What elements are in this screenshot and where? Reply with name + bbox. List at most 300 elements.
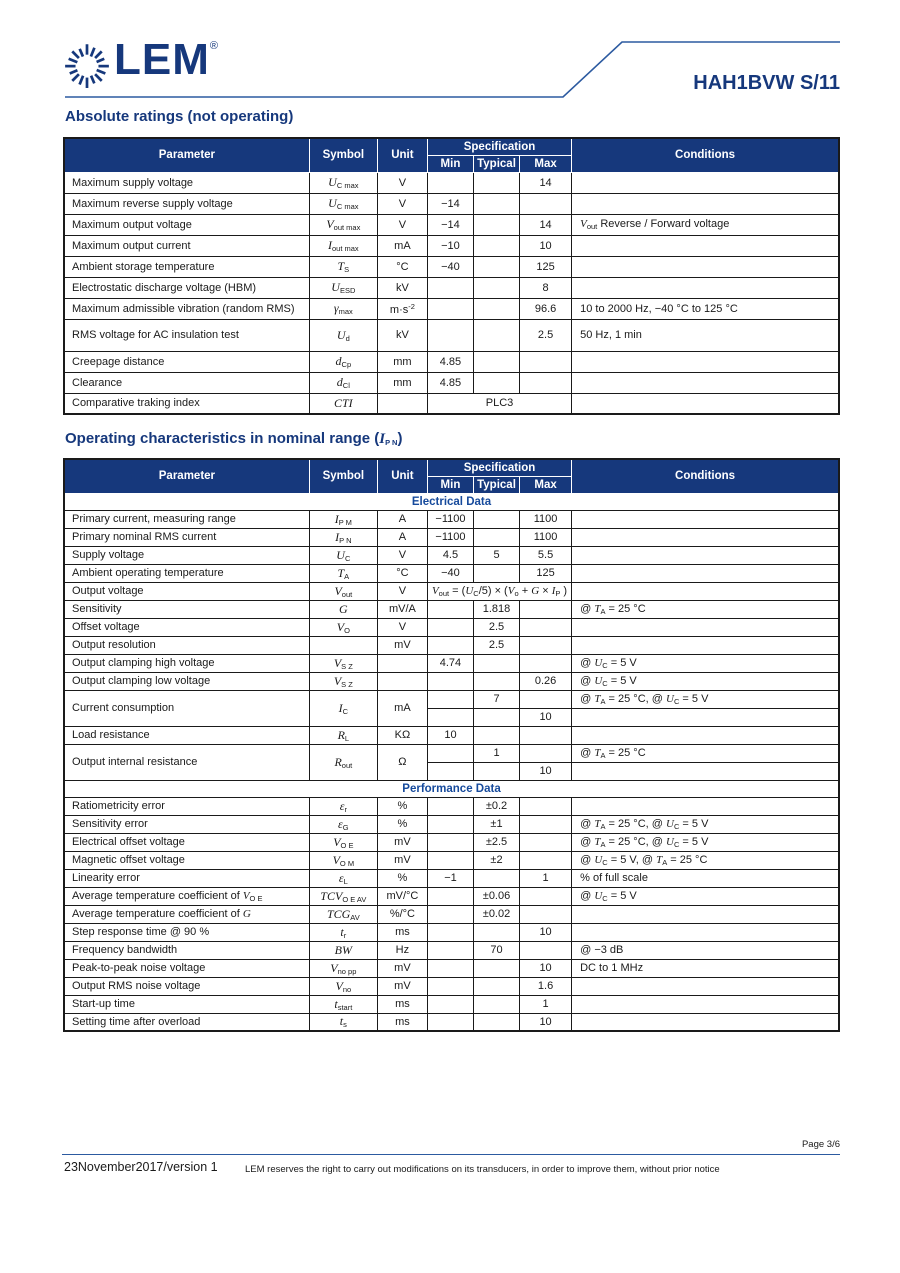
symbol-cell: $R_{out}$ (309, 744, 377, 780)
conditions-cell (572, 726, 839, 744)
unit-cell: ms (377, 1013, 427, 1031)
min-cell: −14 (427, 214, 473, 235)
table-row (64, 923, 839, 941)
parameter-cell: Linearity error (64, 869, 309, 887)
unit-cell: mA (377, 235, 427, 256)
min-cell (427, 797, 473, 815)
conditions-cell (572, 256, 839, 277)
min-cell (427, 172, 473, 193)
min-cell (427, 636, 473, 654)
conditions-cell: @ $U_C = 5$ V (572, 654, 839, 672)
conditions-cell (572, 193, 839, 214)
typical-cell (473, 256, 519, 277)
parameter-cell: Maximum output current (64, 235, 309, 256)
table-row (64, 172, 839, 193)
table-row (64, 214, 839, 235)
parameter-cell: Maximum output voltage (64, 214, 309, 235)
typical-cell (473, 923, 519, 941)
registered-mark: ® (209, 40, 218, 52)
symbol-cell: CTI (309, 393, 377, 414)
typical-cell (473, 762, 519, 780)
typical-cell (473, 372, 519, 393)
conditions-cell (572, 923, 839, 941)
max-cell: 8 (520, 277, 572, 298)
symbol-cell: $t_{start}$ (309, 995, 377, 1013)
unit-cell: °C (377, 256, 427, 277)
parameter-cell: Output resolution (64, 636, 309, 654)
symbol-cell: $I_C$ (309, 690, 377, 726)
symbol-cell: $TCV_{O E AV}$ (309, 887, 377, 905)
typical-cell (473, 869, 519, 887)
min-cell (427, 744, 473, 762)
unit-cell: mm (377, 372, 427, 393)
max-cell: 5.5 (520, 546, 572, 564)
symbol-cell: $I_{P N}$ (309, 528, 377, 546)
max-cell: 125 (520, 256, 572, 277)
max-cell: 125 (520, 564, 572, 582)
parameter-cell: Output voltage (64, 582, 309, 600)
conditions-cell (572, 708, 839, 726)
min-cell: −1 (427, 869, 473, 887)
unit-cell: V (377, 546, 427, 564)
col-conditions: Conditions (572, 138, 839, 172)
table-row (64, 977, 839, 995)
absolute-ratings-table (63, 137, 840, 415)
unit-cell: % (377, 797, 427, 815)
table-header (64, 459, 839, 493)
parameter-cell: Output clamping low voltage (64, 672, 309, 690)
min-cell: 4.5 (427, 546, 473, 564)
parameter-cell: Magnetic offset voltage (64, 851, 309, 869)
max-cell (520, 636, 572, 654)
typical-cell: ±1 (473, 815, 519, 833)
typical-cell: 7 (473, 690, 519, 708)
min-cell (427, 690, 473, 708)
typical-cell: 5 (473, 546, 519, 564)
table-row (64, 528, 839, 546)
conditions-cell: 10 to 2000 Hz, −40 °C to 125 °C (572, 298, 839, 319)
typical-cell: ±0.02 (473, 905, 519, 923)
parameter-cell: Average temperature coefficient of $V_{O E}$ (64, 887, 309, 905)
conditions-cell: @ $T_A = 25$ °C (572, 744, 839, 762)
symbol-cell: $\gamma_{max}$ (309, 298, 377, 319)
min-cell: −1100 (427, 528, 473, 546)
unit-cell: mV (377, 851, 427, 869)
parameter-cell: Peak-to-peak noise voltage (64, 959, 309, 977)
typical-cell: 1 (473, 744, 519, 762)
typical-cell (473, 959, 519, 977)
col-min: Min (427, 155, 473, 172)
conditions-cell (572, 351, 839, 372)
unit-cell: A (377, 528, 427, 546)
typical-cell (473, 351, 519, 372)
max-cell: 10 (520, 959, 572, 977)
conditions-cell: @ −3 dB (572, 941, 839, 959)
typical-cell (473, 995, 519, 1013)
section-row-label: Performance Data (64, 780, 839, 797)
conditions-cell (572, 995, 839, 1013)
typical-cell (473, 654, 519, 672)
max-cell (520, 600, 572, 618)
table-row (64, 959, 839, 977)
unit-cell: $m\cdot s^{-2}$ (377, 298, 427, 319)
symbol-cell: $U_C$ (309, 546, 377, 564)
max-cell (520, 744, 572, 762)
parameter-cell: Creepage distance (64, 351, 309, 372)
parameter-cell: Primary current, measuring range (64, 510, 309, 528)
symbol-cell: $V_O$ (309, 618, 377, 636)
unit-cell: V (377, 214, 427, 235)
spec-span-cell: PLC3 (427, 393, 571, 414)
conditions-cell (572, 905, 839, 923)
max-cell: 14 (520, 172, 572, 193)
operating-characteristics-table (63, 458, 840, 1032)
symbol-cell: $\varepsilon_r$ (309, 797, 377, 815)
min-cell: 10 (427, 726, 473, 744)
typical-cell (473, 977, 519, 995)
table-row (64, 510, 839, 528)
unit-cell: % (377, 815, 427, 833)
table-row (64, 600, 839, 618)
typical-cell (473, 193, 519, 214)
col-parameter: Parameter (64, 138, 309, 172)
parameter-cell: Sensitivity error (64, 815, 309, 833)
unit-cell: °C (377, 564, 427, 582)
unit-cell: mm (377, 351, 427, 372)
min-cell: −14 (427, 193, 473, 214)
symbol-cell: $d_{Cl}$ (309, 372, 377, 393)
symbol-cell: $V_{O M}$ (309, 851, 377, 869)
parameter-cell: Offset voltage (64, 618, 309, 636)
lem-logo-text: LEM (114, 35, 210, 84)
unit-cell: V (377, 193, 427, 214)
min-cell (427, 905, 473, 923)
parameter-cell: Ratiometricity error (64, 797, 309, 815)
min-cell: −40 (427, 256, 473, 277)
parameter-cell: Output clamping high voltage (64, 654, 309, 672)
unit-cell (377, 393, 427, 414)
parameter-cell: Maximum supply voltage (64, 172, 309, 193)
min-cell (427, 298, 473, 319)
unit-cell (377, 654, 427, 672)
conditions-cell: @ $U_C = 5$ V (572, 672, 839, 690)
conditions-cell: @ $U_C = 5$ V, @ $T_A = 25$ °C (572, 851, 839, 869)
table-row (64, 636, 839, 654)
table-row (64, 493, 839, 510)
footer-version: 23November2017/version 1 (64, 1160, 218, 1174)
typical-cell (473, 726, 519, 744)
conditions-cell (572, 510, 839, 528)
max-cell (520, 726, 572, 744)
conditions-cell: $V_{out}$ Reverse / Forward voltage (572, 214, 839, 235)
unit-cell: kV (377, 277, 427, 298)
unit-cell: mA (377, 690, 427, 726)
symbol-cell: $t_r$ (309, 923, 377, 941)
table-row (64, 372, 839, 393)
col-specification: Specification (427, 459, 571, 476)
conditions-cell: @ $T_A = 25$ °C, @ $U_C = 5$ V (572, 815, 839, 833)
col-typical: Typical (473, 476, 519, 493)
typical-cell (473, 564, 519, 582)
parameter-cell: Maximum reverse supply voltage (64, 193, 309, 214)
max-cell: 0.26 (520, 672, 572, 690)
unit-cell: ms (377, 995, 427, 1013)
conditions-cell (572, 528, 839, 546)
min-cell: 4.85 (427, 372, 473, 393)
table-row (64, 193, 839, 214)
max-cell (520, 815, 572, 833)
parameter-cell: Supply voltage (64, 546, 309, 564)
symbol-cell: $t_s$ (309, 1013, 377, 1031)
col-unit: Unit (377, 138, 427, 172)
table-row (64, 319, 839, 351)
min-cell: −40 (427, 564, 473, 582)
conditions-cell (572, 372, 839, 393)
symbol-cell: $T_A$ (309, 564, 377, 582)
symbol-cell: $I_{out max}$ (309, 235, 377, 256)
page-number: Page 3/6 (801, 1139, 840, 1150)
symbol-cell: $V_{no pp}$ (309, 959, 377, 977)
parameter-cell: Ambient operating temperature (64, 564, 309, 582)
max-cell (520, 887, 572, 905)
min-cell (427, 319, 473, 351)
symbol-cell: $V_{S Z}$ (309, 672, 377, 690)
col-max: Max (520, 476, 572, 493)
max-cell: 10 (520, 235, 572, 256)
typical-cell: ±0.2 (473, 797, 519, 815)
typical-cell (473, 235, 519, 256)
min-cell (427, 941, 473, 959)
col-specification: Specification (427, 138, 571, 155)
unit-cell: A (377, 510, 427, 528)
min-cell (427, 277, 473, 298)
unit-cell: %/°C (377, 905, 427, 923)
typical-cell: 70 (473, 941, 519, 959)
parameter-cell: Comparative traking index (64, 393, 309, 414)
table-row (64, 780, 839, 797)
conditions-cell: @ $U_C = 5$ V (572, 887, 839, 905)
conditions-cell: @ $T_A = 25$ °C, @ $U_C = 5$ V (572, 690, 839, 708)
typical-cell: ±0.06 (473, 887, 519, 905)
typical-cell (473, 708, 519, 726)
col-symbol: Symbol (309, 138, 377, 172)
symbol-cell (309, 636, 377, 654)
max-cell: 1 (520, 869, 572, 887)
typical-cell (473, 172, 519, 193)
table-row (64, 351, 839, 372)
unit-cell: mV (377, 636, 427, 654)
min-cell (427, 672, 473, 690)
conditions-cell (572, 564, 839, 582)
max-cell (520, 654, 572, 672)
table-row (64, 277, 839, 298)
col-unit: Unit (377, 459, 427, 493)
min-cell (427, 618, 473, 636)
table-row (64, 941, 839, 959)
parameter-cell: Start-up time (64, 995, 309, 1013)
max-cell: 10 (520, 1013, 572, 1031)
min-cell (427, 887, 473, 905)
table-header (64, 138, 839, 172)
conditions-cell: 50 Hz, 1 min (572, 319, 839, 351)
symbol-cell: $V_{O E}$ (309, 833, 377, 851)
parameter-cell: Output RMS noise voltage (64, 977, 309, 995)
parameter-cell: Average temperature coefficient of G (64, 905, 309, 923)
typical-cell: 2.5 (473, 636, 519, 654)
unit-cell: V (377, 582, 427, 600)
parameter-cell: RMS voltage for AC insulation test (64, 319, 309, 351)
conditions-cell (572, 797, 839, 815)
table-row (64, 1013, 839, 1031)
conditions-cell (572, 618, 839, 636)
min-cell (427, 833, 473, 851)
product-title: HAH1BVW S/11 (693, 72, 840, 94)
parameter-cell: Ambient storage temperature (64, 256, 309, 277)
min-cell (427, 1013, 473, 1031)
symbol-cell: $V_{out}$ (309, 582, 377, 600)
parameter-cell: Electrical offset voltage (64, 833, 309, 851)
conditions-cell (572, 235, 839, 256)
unit-cell: Hz (377, 941, 427, 959)
symbol-cell: $U_d$ (309, 319, 377, 351)
max-cell: 10 (520, 923, 572, 941)
min-cell (427, 923, 473, 941)
table-row (64, 905, 839, 923)
conditions-cell (572, 546, 839, 564)
min-cell: 4.74 (427, 654, 473, 672)
lem-logo (62, 35, 218, 88)
unit-cell: kV (377, 319, 427, 351)
typical-cell: ±2.5 (473, 833, 519, 851)
typical-cell (473, 528, 519, 546)
conditions-cell (572, 977, 839, 995)
table-row (64, 995, 839, 1013)
min-cell (427, 995, 473, 1013)
conditions-cell (572, 636, 839, 654)
unit-cell: % (377, 869, 427, 887)
table-row (64, 726, 839, 744)
section-title-absolute-ratings: Absolute ratings (not operating) (65, 108, 294, 125)
table-row (64, 654, 839, 672)
min-cell (427, 977, 473, 995)
table-row (64, 256, 839, 277)
max-cell (520, 372, 572, 393)
max-cell (520, 833, 572, 851)
conditions-cell (572, 1013, 839, 1031)
parameter-cell: Electrostatic discharge voltage (HBM) (64, 277, 309, 298)
max-cell (520, 351, 572, 372)
conditions-cell (572, 762, 839, 780)
conditions-cell: DC to 1 MHz (572, 959, 839, 977)
max-cell (520, 618, 572, 636)
conditions-cell: @ $T_A = 25$ °C (572, 600, 839, 618)
max-cell: 10 (520, 762, 572, 780)
typical-cell (473, 1013, 519, 1031)
parameter-cell: Primary nominal RMS current (64, 528, 309, 546)
symbol-cell: $U_{C max}$ (309, 172, 377, 193)
col-typical: Typical (473, 155, 519, 172)
min-cell (427, 851, 473, 869)
table-row (64, 546, 839, 564)
parameter-cell: Clearance (64, 372, 309, 393)
footer-rule (62, 1154, 840, 1155)
unit-cell: KΩ (377, 726, 427, 744)
typical-cell (473, 319, 519, 351)
symbol-cell: $V_{no}$ (309, 977, 377, 995)
typical-cell (473, 277, 519, 298)
max-cell (520, 193, 572, 214)
typical-cell: 2.5 (473, 618, 519, 636)
col-parameter: Parameter (64, 459, 309, 493)
max-cell: 10 (520, 708, 572, 726)
unit-cell: mV/A (377, 600, 427, 618)
min-cell: −1100 (427, 510, 473, 528)
symbol-cell: $I_{P M}$ (309, 510, 377, 528)
typical-cell: 1.818 (473, 600, 519, 618)
max-cell: 1100 (520, 510, 572, 528)
parameter-cell: Output internal resistance (64, 744, 309, 780)
typical-cell (473, 510, 519, 528)
section-title-operating-characteristics: Operating characteristics in nominal range $(I_{P N})$ (65, 430, 403, 447)
max-cell (520, 851, 572, 869)
col-min: Min (427, 476, 473, 493)
parameter-cell: Maximum admissible vibration (random RMS) (64, 298, 309, 319)
symbol-cell: $V_{out max}$ (309, 214, 377, 235)
min-cell (427, 959, 473, 977)
col-max: Max (520, 155, 572, 172)
table-row (64, 833, 839, 851)
max-cell: 96.6 (520, 298, 572, 319)
conditions-cell (572, 393, 839, 414)
min-cell: 4.85 (427, 351, 473, 372)
spec-span-cell: $V_{out} = (U_C/5) \times (V_o + G \times I_P$ ) (427, 582, 571, 600)
unit-cell: mV (377, 959, 427, 977)
table-row (64, 690, 839, 708)
typical-cell (473, 672, 519, 690)
min-cell (427, 708, 473, 726)
unit-cell (377, 672, 427, 690)
symbol-cell: G (309, 600, 377, 618)
conditions-cell: % of full scale (572, 869, 839, 887)
parameter-cell: Current consumption (64, 690, 309, 726)
table-row (64, 869, 839, 887)
table-row (64, 797, 839, 815)
parameter-cell: Frequency bandwidth (64, 941, 309, 959)
min-cell: −10 (427, 235, 473, 256)
min-cell (427, 600, 473, 618)
max-cell: 1.6 (520, 977, 572, 995)
table-row (64, 618, 839, 636)
unit-cell: V (377, 618, 427, 636)
max-cell (520, 690, 572, 708)
symbol-cell: $\varepsilon_L$ (309, 869, 377, 887)
table-row (64, 582, 839, 600)
symbol-cell: $V_{S Z}$ (309, 654, 377, 672)
min-cell (427, 815, 473, 833)
col-conditions: Conditions (572, 459, 839, 493)
unit-cell: mV (377, 977, 427, 995)
section-row-label: Electrical Data (64, 493, 839, 510)
max-cell: 2.5 (520, 319, 572, 351)
table-row (64, 744, 839, 762)
table-row (64, 887, 839, 905)
typical-cell: ±2 (473, 851, 519, 869)
symbol-cell: $\varepsilon_G$ (309, 815, 377, 833)
unit-cell: mV (377, 833, 427, 851)
parameter-cell: Sensitivity (64, 600, 309, 618)
table-row (64, 235, 839, 256)
conditions-cell: @ $T_A = 25$ °C, @ $U_C = 5$ V (572, 833, 839, 851)
